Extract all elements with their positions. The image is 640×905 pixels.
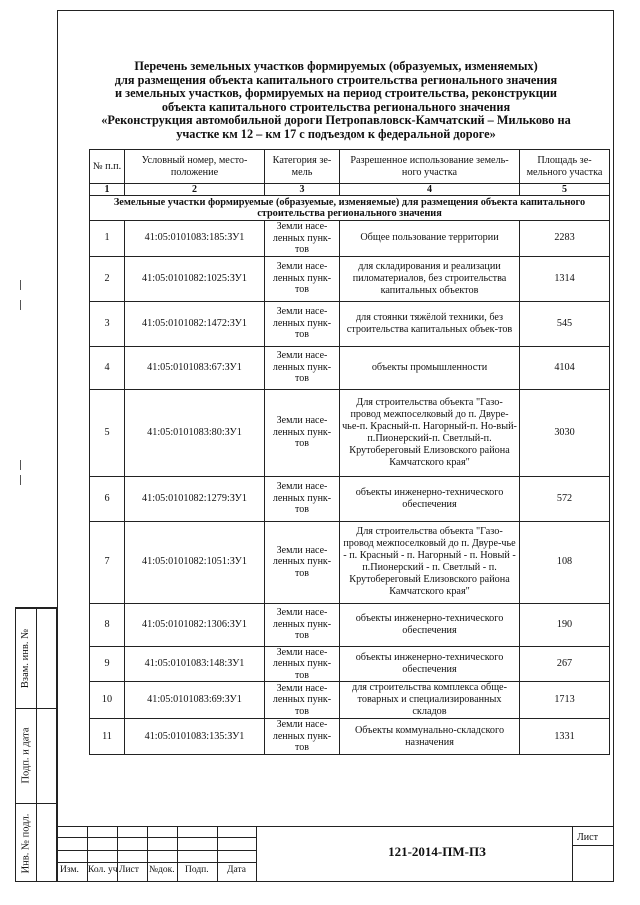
cadastral-id: 41:05:0101083:148:ЗУ1 xyxy=(125,646,265,682)
land-category: Земли насе-ленных пунк-тов xyxy=(265,301,340,346)
header-category: Категория зе-мель xyxy=(265,150,340,184)
plot-area: 1331 xyxy=(520,719,610,755)
side-label-inv-original: Инв. № подл. xyxy=(20,813,32,873)
plot-area: 4104 xyxy=(520,346,610,389)
cadastral-id: 41:05:0101083:69:ЗУ1 xyxy=(125,682,265,719)
header-cadastral-id: Условный номер, место-положение xyxy=(125,150,265,184)
land-category: Земли насе-ленных пунк-тов xyxy=(265,603,340,646)
plot-area: 545 xyxy=(520,301,610,346)
header-permitted-use: Разрешенное использование земель-ного участка xyxy=(340,150,520,184)
document-title xyxy=(62,60,610,142)
stamp-col-sheet: Лист xyxy=(119,865,139,875)
plot-area: 572 xyxy=(520,476,610,521)
table-row xyxy=(90,476,610,521)
permitted-use: Объекты коммунально-складского назначения xyxy=(340,719,520,755)
row-number: 11 xyxy=(90,719,125,755)
table-row xyxy=(90,256,610,301)
land-plots-table xyxy=(89,149,610,755)
permitted-use: объекты инженерно-технического обеспечения xyxy=(340,646,520,682)
row-number: 1 xyxy=(90,221,125,257)
table-row xyxy=(90,521,610,603)
margin-tick xyxy=(20,475,25,485)
row-number: 7 xyxy=(90,521,125,603)
row-number: 8 xyxy=(90,603,125,646)
land-category: Земли насе-ленных пунк-тов xyxy=(265,221,340,257)
table-row xyxy=(90,389,610,476)
section-row xyxy=(90,196,610,221)
table-row xyxy=(90,682,610,719)
stamp-col-count: Кол. уч xyxy=(88,865,118,875)
plot-area: 2283 xyxy=(520,221,610,257)
table-row xyxy=(90,221,610,257)
cadastral-id: 41:05:0101083:67:ЗУ1 xyxy=(125,346,265,389)
land-category: Земли насе-ленных пунк-тов xyxy=(265,476,340,521)
cadastral-id: 41:05:0101082:1472:ЗУ1 xyxy=(125,301,265,346)
row-number: 2 xyxy=(90,256,125,301)
plot-area: 267 xyxy=(520,646,610,682)
title-block xyxy=(57,826,614,882)
row-number: 9 xyxy=(90,646,125,682)
column-number: 4 xyxy=(340,184,520,196)
cadastral-id: 41:05:0101083:80:ЗУ1 xyxy=(125,389,265,476)
land-category: Земли насе-ленных пунк-тов xyxy=(265,346,340,389)
stamp-col-date: Дата xyxy=(227,865,246,875)
column-number: 1 xyxy=(90,184,125,196)
margin-tick xyxy=(20,460,25,470)
plot-area: 1713 xyxy=(520,682,610,719)
table-row xyxy=(90,603,610,646)
cadastral-id: 41:05:0101082:1051:ЗУ1 xyxy=(125,521,265,603)
cadastral-id: 41:05:0101083:185:ЗУ1 xyxy=(125,221,265,257)
land-category: Земли насе-ленных пунк-тов xyxy=(265,521,340,603)
column-number: 2 xyxy=(125,184,265,196)
plot-area: 3030 xyxy=(520,389,610,476)
plot-area: 1314 xyxy=(520,256,610,301)
side-label-replace-inv: Взам. инв. № xyxy=(20,628,32,688)
header-number: № п.п. xyxy=(90,150,125,184)
permitted-use: объекты инженерно-технического обеспечения xyxy=(340,603,520,646)
row-number: 3 xyxy=(90,301,125,346)
table-row xyxy=(90,646,610,682)
land-category: Земли насе-ленных пунк-тов xyxy=(265,389,340,476)
document-code: 121-2014-ПМ-ПЗ xyxy=(388,844,486,859)
permitted-use: для складирования и реализации пиломатериалов, без строительства капитальных объектов xyxy=(340,256,520,301)
permitted-use: для стоянки тяжёлой техники, без строительства капитальных объек-тов xyxy=(340,301,520,346)
permitted-use: для строительства комплекса обще-товарных и специализированных складов xyxy=(340,682,520,719)
cadastral-id: 41:05:0101082:1306:ЗУ1 xyxy=(125,603,265,646)
column-number: 3 xyxy=(265,184,340,196)
table-row xyxy=(90,346,610,389)
row-number: 6 xyxy=(90,476,125,521)
permitted-use: объекты инженерно-технического обеспечения xyxy=(340,476,520,521)
stamp-col-sign: Подп. xyxy=(185,865,209,875)
land-category: Земли насе-ленных пунк-тов xyxy=(265,719,340,755)
plot-area: 108 xyxy=(520,521,610,603)
title-line: объекта капитального строительства регионального значения xyxy=(161,99,511,114)
permitted-use: объекты промышленности xyxy=(340,346,520,389)
stamp-col-change: Изм. xyxy=(60,865,79,875)
title-line: Перечень земельных участков формируемых (образуемых, изменяемых) xyxy=(134,59,538,73)
row-number: 10 xyxy=(90,682,125,719)
side-label-sign-date: Подп. и дата xyxy=(20,727,32,784)
margin-tick xyxy=(20,300,25,310)
title-line: и земельных участков, формируемых на период строительства, реконструкции xyxy=(114,86,558,101)
column-numbers-row xyxy=(90,184,610,196)
row-number: 4 xyxy=(90,346,125,389)
column-number: 5 xyxy=(520,184,610,196)
land-category: Земли насе-ленных пунк-тов xyxy=(265,646,340,682)
table-row xyxy=(90,301,610,346)
stamp-col-doc: №док. xyxy=(149,865,175,875)
cadastral-id: 41:05:0101082:1025:ЗУ1 xyxy=(125,256,265,301)
permitted-use: Для строительства объекта "Газо-провод межпоселковый до п. Двуре-чье-п. Красный-п. Нагорный-п. Но-вый-п.Пионерский-п. Светлый-п. Крутобереговый Елизовского района Камчатского края" xyxy=(340,389,520,476)
section-title: Земельные участки формируемые (образуемые, изменяемые) для размещения объекта капитального строительства регионального значения xyxy=(90,196,610,221)
land-category: Земли насе-ленных пунк-тов xyxy=(265,256,340,301)
side-strip xyxy=(15,607,57,882)
land-category: Земли насе-ленных пунк-тов xyxy=(265,682,340,719)
permitted-use: Общее пользование территории xyxy=(340,221,520,257)
cadastral-id: 41:05:0101082:1279:ЗУ1 xyxy=(125,476,265,521)
title-line: участке км 12 – км 17 с подъездом к федеральной дороге» xyxy=(176,126,496,141)
cadastral-id: 41:05:0101083:135:ЗУ1 xyxy=(125,719,265,755)
permitted-use: Для строительства объекта "Газо-провод межпоселковый до п. Двуре-чье - п. Красный - п. Нагорный - п. Новый - п.Пионерский - п. Светлый - п. Крутобереговый Елизовского района Камчатского края" xyxy=(340,521,520,603)
title-line: для размещения объекта капитального строительства регионального значения xyxy=(114,72,558,87)
title-line: «Реконструкция автомобильной дороги Петропавловск-Камчатский – Мильково на xyxy=(101,113,571,128)
margin-tick xyxy=(20,280,25,290)
table-row xyxy=(90,719,610,755)
row-number: 5 xyxy=(90,389,125,476)
plot-area: 190 xyxy=(520,603,610,646)
header-area: Площадь зе-мельного участка xyxy=(520,150,610,184)
sheet-label: Лист xyxy=(577,832,598,843)
